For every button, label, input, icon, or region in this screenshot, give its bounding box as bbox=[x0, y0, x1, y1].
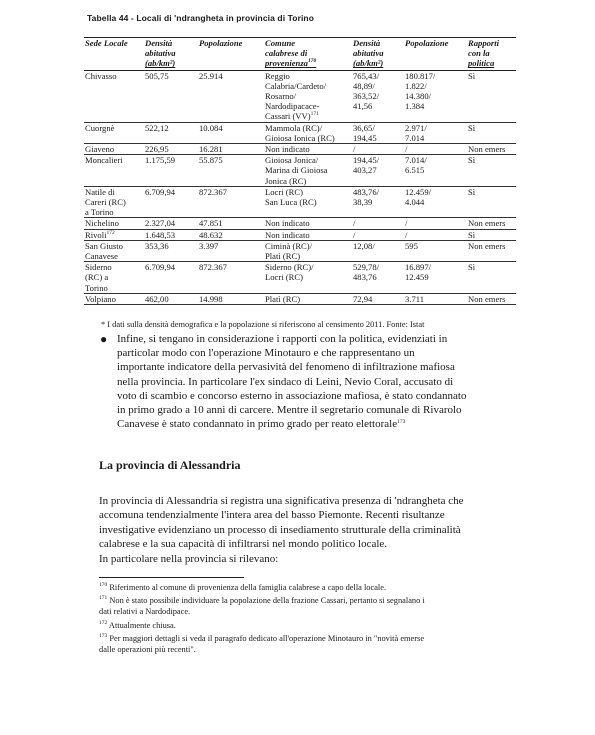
table-row bbox=[84, 218, 516, 229]
cell-line: 522,12 bbox=[145, 122, 169, 133]
cell-line: / bbox=[353, 229, 356, 240]
footnote-number: 170 bbox=[99, 582, 108, 588]
cell-line: 2.971/ bbox=[405, 122, 427, 133]
cell-densita2 bbox=[352, 293, 404, 304]
cell-line: 872.367 bbox=[199, 186, 227, 197]
cell-rapporti bbox=[467, 186, 516, 218]
cell-popolazione2 bbox=[404, 240, 467, 261]
cell-popolazione bbox=[198, 229, 264, 240]
cell-line: 2.327,04 bbox=[145, 218, 176, 229]
footnote-number: 172 bbox=[99, 619, 108, 626]
cell-line: 38,39 bbox=[353, 197, 373, 208]
cell-densita2 bbox=[352, 240, 404, 261]
cell-densita2 bbox=[352, 144, 404, 155]
column-header bbox=[352, 38, 404, 71]
cell-line: Non indicato bbox=[265, 218, 310, 229]
cell-rapporti bbox=[467, 293, 516, 304]
footnote-text: dalle operazioni più recenti". bbox=[99, 645, 196, 655]
bullet-line: particolar modo con l'operazione Minotauro e che rappresentano un bbox=[117, 347, 415, 360]
cell-line: Locri (RC) bbox=[265, 272, 303, 283]
cell-sede bbox=[84, 218, 144, 229]
cell-popolazione2 bbox=[404, 70, 467, 122]
cell-line: 47.851 bbox=[199, 218, 223, 229]
bullet-line: in primo grado a 10 anni di carcere. Mentre il segretario comunale di Rivarolo bbox=[117, 404, 462, 417]
cell-line: Moncalieri bbox=[85, 155, 123, 166]
cell-line: 6.709,94 bbox=[145, 262, 176, 273]
cell-line: Platì (RC) bbox=[265, 251, 301, 262]
footnote-text: Attualmente chiusa. bbox=[108, 620, 176, 630]
column-header-line: politica bbox=[468, 58, 495, 69]
cell-popolazione2 bbox=[404, 229, 467, 240]
cell-line: 194,45 bbox=[353, 132, 377, 143]
cell-line: 14.998 bbox=[199, 293, 223, 304]
cell-line: Locri (RC) bbox=[265, 186, 303, 197]
bullet-line: nella provincia. In particolare l'ex sindaco di Leini, Nevio Coral, accusato di bbox=[117, 375, 454, 388]
cell-popolazione bbox=[198, 155, 264, 187]
cell-line: Volpiano bbox=[85, 293, 116, 304]
bullet-line: Canavese è stato condannato in primo grado per reato elettorale$^{173}$ bbox=[117, 418, 406, 431]
cell-line: 36,65/ bbox=[353, 122, 375, 133]
cell-popolazione bbox=[198, 122, 264, 143]
column-header-line: Densità bbox=[145, 38, 173, 48]
footnote-ref: 172 bbox=[106, 229, 115, 236]
cell-line: 16.281 bbox=[199, 144, 223, 155]
cell-line: 48.632 bbox=[199, 229, 223, 240]
cell-densita2 bbox=[352, 70, 404, 122]
cell-line: 529,78/ bbox=[353, 262, 380, 273]
bullet-icon: ● bbox=[100, 332, 108, 346]
cell-densita bbox=[144, 144, 198, 155]
cell-line: Sì bbox=[468, 70, 476, 81]
cell-rapporti bbox=[467, 122, 516, 143]
footnote-text: dati relativi a Nardodipace. bbox=[99, 607, 191, 617]
table-note: * I dati sulla densità demografica e la popolazione si riferiscono al censimento 2011. Fonte: Istat bbox=[101, 320, 425, 329]
column-header bbox=[264, 38, 352, 71]
cell-rapporti bbox=[467, 70, 516, 122]
cell-line: (RC) a bbox=[85, 272, 109, 283]
cell-comune bbox=[264, 229, 352, 240]
column-header-line: Sede Locale bbox=[85, 38, 128, 48]
column-header-line: Densità bbox=[353, 38, 381, 48]
cell-line: Canavese bbox=[85, 251, 118, 262]
cell-popolazione2 bbox=[404, 293, 467, 304]
cell-line: 6.709,94 bbox=[145, 186, 176, 197]
cell-popolazione2 bbox=[404, 218, 467, 229]
cell-line: 483,76/ bbox=[353, 186, 380, 197]
paragraph-line: investigative evidenziano un processo di insediamento strutturale della criminalità bbox=[99, 523, 461, 536]
cell-line: Natile di bbox=[85, 186, 115, 197]
footnote bbox=[99, 633, 519, 655]
cell-line: Reggio bbox=[265, 70, 290, 81]
cell-comune bbox=[264, 122, 352, 143]
cell-densita bbox=[144, 186, 198, 218]
table-row bbox=[84, 144, 516, 155]
cell-line: Nardodipacace- bbox=[265, 101, 320, 112]
cell-line: / bbox=[405, 229, 408, 240]
cell-densita bbox=[144, 155, 198, 187]
cell-line: a Torino bbox=[85, 207, 114, 218]
cell-line: 16.897/ bbox=[405, 262, 432, 273]
cell-line: Mammola (RC)/ bbox=[265, 122, 323, 133]
cell-line: 14.380/ bbox=[405, 91, 432, 102]
column-header-line: Comune bbox=[265, 38, 296, 48]
cell-line: / bbox=[353, 218, 356, 229]
cell-popolazione bbox=[198, 144, 264, 155]
cell-popolazione2 bbox=[404, 186, 467, 218]
cell-line: 1.822/ bbox=[405, 80, 427, 91]
cell-densita bbox=[144, 218, 198, 229]
cell-line: / bbox=[405, 144, 408, 155]
cell-line: San Giusto bbox=[85, 240, 123, 251]
cell-line: 505,75 bbox=[145, 70, 169, 81]
cell-line: Platì (RC) bbox=[265, 293, 301, 304]
cell-comune bbox=[264, 144, 352, 155]
paragraph-line: In provincia di Alessandria si registra una significativa presenza di 'ndrangheta che bbox=[99, 495, 464, 507]
cell-densita bbox=[144, 240, 198, 261]
footnotes bbox=[99, 582, 519, 657]
cell-line: 462,00 bbox=[145, 293, 169, 304]
cell-densita bbox=[144, 262, 198, 294]
cell-comune bbox=[264, 262, 352, 294]
column-header-line: abitativa bbox=[353, 48, 384, 59]
cell-line: / bbox=[405, 218, 408, 229]
column-header-line: (ab/km²) bbox=[145, 58, 176, 69]
cell-line: Non indicato bbox=[265, 144, 310, 155]
cell-line: Rivoli$^{172}$ bbox=[85, 229, 115, 240]
bullet-text bbox=[117, 332, 510, 431]
column-header bbox=[144, 38, 198, 71]
cell-line: Siderno bbox=[85, 262, 112, 273]
table-row bbox=[84, 155, 516, 187]
cell-sede bbox=[84, 229, 144, 240]
cell-line: 7.014/ bbox=[405, 155, 427, 166]
cell-densita2 bbox=[352, 218, 404, 229]
cell-popolazione bbox=[198, 186, 264, 218]
cell-comune bbox=[264, 70, 352, 122]
cell-line: Ciminà (RC)/ bbox=[265, 240, 313, 251]
cell-sede bbox=[84, 240, 144, 261]
cell-line: 10.084 bbox=[199, 122, 223, 133]
table-row bbox=[84, 70, 516, 122]
footnote-divider bbox=[99, 577, 244, 578]
footnote-text: Riferimento al comune di provenienza della famiglia calabrese a capo della locale. bbox=[109, 583, 387, 592]
cell-densita2 bbox=[352, 122, 404, 143]
cell-popolazione bbox=[198, 70, 264, 122]
cell-line: Cassari (VV)$^{171}$ bbox=[265, 111, 319, 122]
cell-line: 595 bbox=[405, 240, 418, 251]
cell-line: Gioiosa Ionica (RC) bbox=[265, 132, 335, 143]
cell-line: 765,43/ bbox=[353, 70, 380, 81]
cell-popolazione bbox=[198, 262, 264, 294]
footnote-line bbox=[99, 633, 519, 644]
cell-comune bbox=[264, 240, 352, 261]
footnote-line bbox=[99, 606, 519, 617]
table-row bbox=[84, 262, 516, 294]
cell-densita bbox=[144, 70, 198, 122]
cell-line: 194,45/ bbox=[353, 155, 380, 166]
cell-sede bbox=[84, 122, 144, 143]
section-heading: La provincia di Alessandria bbox=[99, 458, 241, 472]
column-header-line: Popolazione bbox=[199, 38, 243, 48]
cell-line: Jonica (RC) bbox=[265, 175, 307, 186]
footnote-ref: 170 bbox=[307, 58, 317, 65]
column-header bbox=[467, 38, 516, 71]
paragraph-line: calabrese e la sua capacità di infiltrarsi nel mondo politico locale. bbox=[99, 538, 388, 551]
cell-line: Chivasso bbox=[85, 70, 117, 81]
footnote bbox=[99, 582, 519, 593]
footnote-line bbox=[99, 620, 519, 631]
cell-line: 403,27 bbox=[353, 165, 377, 176]
cell-line: Calabria/Cardeto/ bbox=[265, 80, 327, 91]
cell-line: Sì bbox=[468, 186, 476, 197]
cell-line: 872.367 bbox=[199, 262, 227, 273]
table-row bbox=[84, 186, 516, 218]
cell-line: Sì bbox=[468, 262, 476, 273]
bullet-item bbox=[100, 332, 510, 431]
cell-popolazione bbox=[198, 293, 264, 304]
footnote-line bbox=[99, 582, 519, 593]
cell-line: 12.459/ bbox=[405, 186, 432, 197]
cell-popolazione bbox=[198, 218, 264, 229]
paragraph-line: In particolare nella provincia si rilevano: bbox=[99, 552, 279, 565]
cell-comune bbox=[264, 155, 352, 187]
cell-sede bbox=[84, 70, 144, 122]
cell-line: 1.648,53 bbox=[145, 229, 176, 240]
cell-densita2 bbox=[352, 186, 404, 218]
cell-densita bbox=[144, 293, 198, 304]
cell-comune bbox=[264, 186, 352, 218]
cell-line: Sì bbox=[468, 229, 476, 240]
column-header bbox=[198, 38, 264, 71]
cell-line: 1.175,59 bbox=[145, 155, 176, 166]
table-header-row bbox=[84, 38, 516, 71]
locali-table bbox=[84, 37, 516, 305]
cell-line: 353,36 bbox=[145, 240, 169, 251]
table-title: Tabella 44 - Locali di 'ndrangheta in provincia di Torino bbox=[87, 13, 315, 23]
cell-sede bbox=[84, 293, 144, 304]
footnote-text: Per maggiori dettagli si veda il paragrafo dedicato all'operazione Minotauro in "novità emerse bbox=[109, 633, 425, 643]
footnote bbox=[99, 620, 519, 631]
footnote-line bbox=[99, 595, 519, 606]
bullet-line: voto di scambio e concorso esterno in associazione mafiosa, è stato condannato bbox=[117, 389, 467, 402]
bullet-line: importante indicatore della pervasività del fenomeno di infiltrazione mafiosa bbox=[117, 361, 455, 374]
cell-line: Rosarno/ bbox=[265, 91, 297, 102]
cell-rapporti bbox=[467, 240, 516, 261]
cell-line: Non indicato bbox=[265, 229, 310, 240]
cell-rapporti bbox=[467, 144, 516, 155]
cell-popolazione2 bbox=[404, 155, 467, 187]
column-header-line: provenienza$^{170}$ bbox=[265, 58, 317, 69]
cell-line: Careri (RC) bbox=[85, 197, 126, 208]
cell-line: 55.875 bbox=[199, 155, 223, 166]
cell-line: 483,76 bbox=[353, 272, 377, 283]
cell-sede bbox=[84, 186, 144, 218]
footnote-number: 171 bbox=[99, 595, 108, 602]
cell-line: 6.515 bbox=[405, 165, 425, 176]
footnote-ref: 171 bbox=[310, 111, 319, 118]
column-header-line: calabrese di bbox=[265, 48, 308, 59]
cell-sede bbox=[84, 262, 144, 294]
cell-line: 41,56 bbox=[353, 101, 373, 112]
cell-line: Non emers bbox=[468, 144, 506, 155]
cell-sede bbox=[84, 144, 144, 155]
footnote bbox=[99, 595, 519, 617]
table-row bbox=[84, 240, 516, 261]
cell-line: / bbox=[353, 144, 356, 155]
cell-line: 4.044 bbox=[405, 197, 425, 208]
table-row bbox=[84, 293, 516, 304]
cell-densita bbox=[144, 122, 198, 143]
cell-rapporti bbox=[467, 262, 516, 294]
footnote-number: 173 bbox=[99, 632, 108, 639]
table-row bbox=[84, 122, 516, 143]
column-header-line: Rapporti bbox=[468, 38, 500, 48]
footnote-text: Non è stato possibile individuare la popolazione della frazione Cassari, pertanto si segnalano i bbox=[109, 596, 425, 606]
cell-popolazione2 bbox=[404, 122, 467, 143]
column-header-line: abitativa bbox=[145, 48, 176, 59]
cell-densita2 bbox=[352, 262, 404, 294]
cell-comune bbox=[264, 293, 352, 304]
cell-line: 180.817/ bbox=[405, 70, 436, 81]
cell-line: 3.711 bbox=[405, 293, 425, 304]
cell-sede bbox=[84, 155, 144, 187]
column-header-line: Popolazione bbox=[405, 38, 449, 48]
cell-densita2 bbox=[352, 229, 404, 240]
cell-line: 25.914 bbox=[199, 70, 223, 81]
cell-line: Sì bbox=[468, 122, 476, 133]
cell-popolazione bbox=[198, 240, 264, 261]
footnote-line bbox=[99, 644, 519, 655]
cell-densita bbox=[144, 229, 198, 240]
cell-rapporti bbox=[467, 229, 516, 240]
column-header-line: con la bbox=[468, 48, 490, 59]
cell-line: Non emers bbox=[468, 218, 506, 229]
cell-line: San Luca (RC) bbox=[265, 197, 317, 208]
cell-line: Torino bbox=[85, 282, 108, 293]
cell-densita2 bbox=[352, 155, 404, 187]
footnote-ref: 173 bbox=[397, 419, 406, 426]
column-header bbox=[404, 38, 467, 71]
column-header-line: (ab/km²) bbox=[353, 58, 384, 69]
cell-line: 12.459 bbox=[405, 272, 429, 283]
cell-line: Nichelino bbox=[85, 218, 119, 229]
cell-line: Marina di Gioiosa bbox=[265, 165, 328, 176]
cell-line: 12,08/ bbox=[353, 240, 375, 251]
table-row bbox=[84, 229, 516, 240]
cell-line: 3.397 bbox=[199, 240, 219, 251]
cell-rapporti bbox=[467, 155, 516, 187]
cell-line: 363,52/ bbox=[353, 91, 380, 102]
paragraph bbox=[99, 494, 519, 566]
cell-line: Cuorgnè bbox=[85, 122, 115, 133]
table-body bbox=[84, 70, 516, 304]
cell-line: 48,89/ bbox=[353, 80, 375, 91]
cell-rapporti bbox=[467, 218, 516, 229]
cell-comune bbox=[264, 218, 352, 229]
cell-line: Gioiosa Jonica/ bbox=[265, 155, 319, 166]
cell-line: 72,94 bbox=[353, 293, 373, 304]
cell-line: Non emers bbox=[468, 293, 506, 304]
cell-popolazione2 bbox=[404, 144, 467, 155]
paragraph-line: accomuna tendenzialmente l'intera area del basso Piemonte. Recenti risultanze bbox=[99, 509, 445, 522]
column-header bbox=[84, 38, 144, 71]
cell-line: Non emers bbox=[468, 240, 506, 251]
cell-line: Siderno (RC)/ bbox=[265, 262, 314, 273]
cell-line: 1.384 bbox=[405, 101, 425, 112]
bullet-line: Infine, si tengano in considerazione i rapporti con la politica, evidenziati in bbox=[117, 333, 448, 345]
cell-line: 226,95 bbox=[145, 144, 169, 155]
cell-line: Giaveno bbox=[85, 144, 115, 155]
cell-line: 7.014 bbox=[405, 132, 425, 143]
cell-popolazione2 bbox=[404, 262, 467, 294]
cell-line: Sì bbox=[468, 155, 476, 166]
